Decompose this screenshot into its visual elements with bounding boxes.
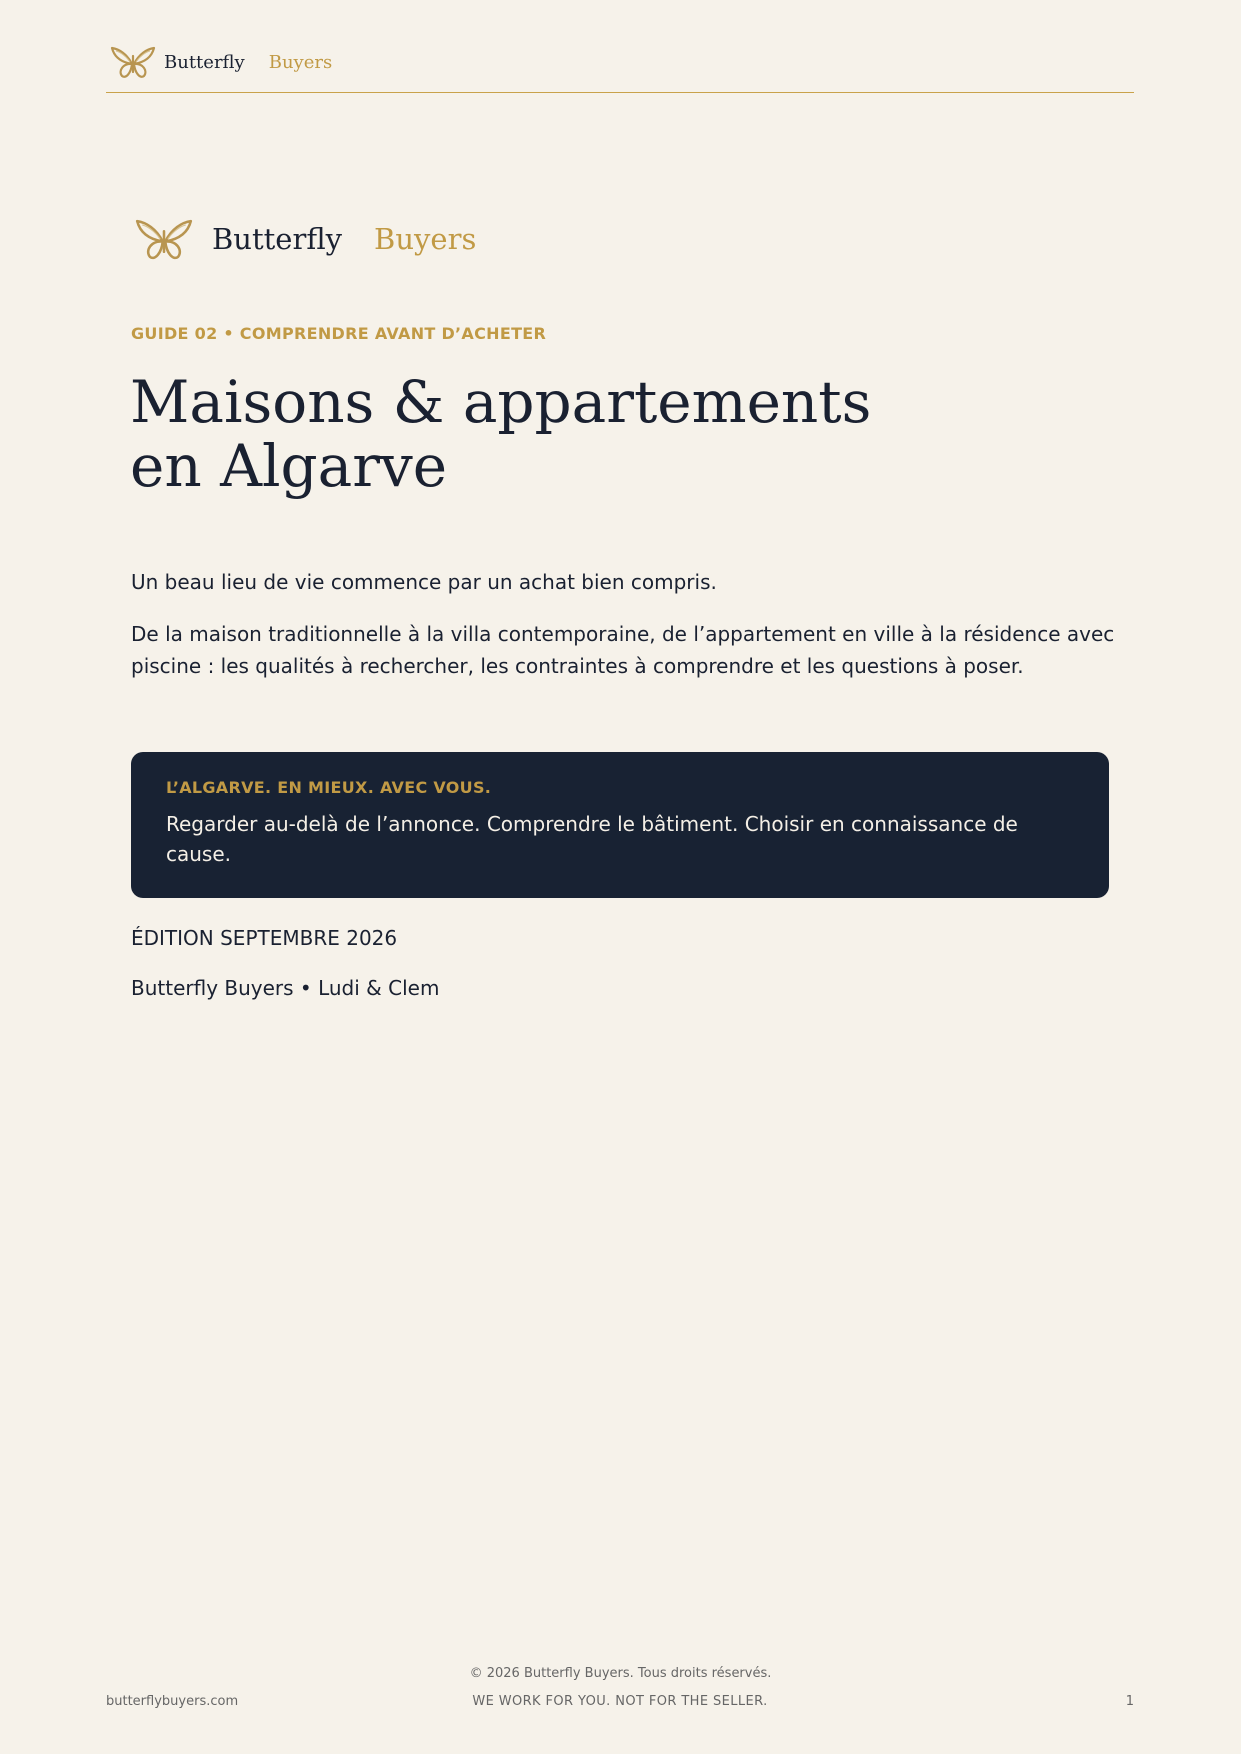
title-line-2: en Algarve [130, 432, 448, 500]
page-number: 1 [1125, 1694, 1134, 1709]
title-line-1: Maisons & appartements [130, 368, 872, 436]
butterfly-icon [110, 44, 156, 80]
page-footer [106, 1694, 1134, 1712]
edition-label: ÉDITION SEPTEMBRE 2026 [131, 926, 398, 950]
header-brand-accent: Buyers [268, 51, 333, 73]
callout-text: Regarder au-delà de l’annonce. Comprendre le bâtiment. Choisir en connaissance de cause. [166, 812, 1018, 866]
footer-website-link[interactable]: butterflybuyers.com [106, 1694, 239, 1709]
footer-copyright: © 2026 Butterfly Buyers. Tous droits réservés. [469, 1666, 772, 1681]
footer-tagline: WE WORK FOR YOU. NOT FOR THE SELLER. [472, 1694, 768, 1709]
header-brand-name: Butterfly [164, 51, 245, 73]
cover-brand [134, 216, 476, 262]
header-brand[interactable] [110, 44, 332, 80]
description-paragraph: De la maison traditionnelle à la villa contemporaine, de l’appartement en ville à la résidence avec piscine : les qualités à rechercher, les contraintes à comprendre et les questions à poser. [131, 622, 1115, 678]
page-header [106, 44, 1134, 93]
authors-line: Butterfly Buyers • Ludi & Clem [131, 976, 440, 1000]
lead-paragraph: Un beau lieu de vie commence par un achat bien compris. [131, 570, 717, 594]
butterfly-icon [134, 216, 194, 262]
tagline-callout [131, 752, 1109, 898]
guide-eyebrow: GUIDE 02 • COMPRENDRE AVANT D’ACHETER [131, 324, 547, 343]
page-title [130, 370, 1030, 498]
callout-kicker: L’ALGARVE. EN MIEUX. AVEC VOUS. [166, 778, 492, 797]
cover-brand-accent: Buyers [374, 222, 477, 256]
cover-brand-name: Butterfly [212, 222, 343, 256]
